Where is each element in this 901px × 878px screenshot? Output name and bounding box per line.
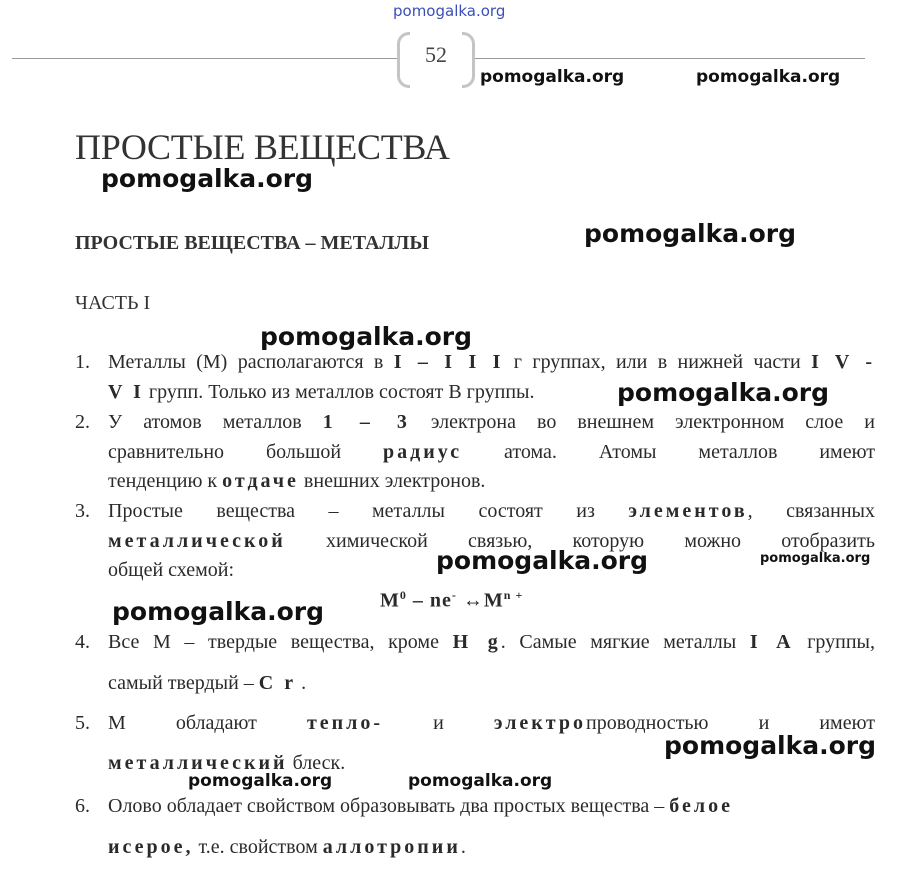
watermark: pomogalka.org [584,219,797,248]
watermark: pomogalka.org [101,164,314,193]
item-3-line-1: Простые вещества – металлы состоят из элементов, связанных [108,500,875,522]
watermark: pomogalka.org [260,322,473,351]
watermark: pomogalka.org [436,546,649,575]
ionization-formula: $M^0 - ne^-$ $\leftrightarrow M^{n +}$ [380,588,524,612]
watermark: pomogalka.org [617,378,830,407]
item-3-line-2: металлической химической связью, которую можно отобразить [108,530,875,552]
part-title: ЧАСТЬ I [75,292,151,314]
item-number: 3. [75,500,90,522]
header-rule-right [475,58,865,59]
page-number-box [397,32,475,84]
item-3-line-3: общей схемой: [108,559,235,581]
item-number: 2. [75,411,90,433]
watermark: pomogalka.org [664,731,877,760]
item-5-line-1: М обладают тепло- и электропроводностью и имеют [108,712,875,734]
page-title: ПРОСТЫЕ ВЕЩЕСТВА [75,127,450,167]
watermark: pomogalka.org [480,67,625,87]
item-5-line-2: металлический блеск. [108,752,346,774]
item-number: 6. [75,795,90,817]
item-4-line-2: самый твердый – C r . [108,672,307,694]
item-2-line-1: У атомов металлов 1 – 3 электрона во внешнем электронном слое и [108,411,875,433]
item-4-line-1: Все М – твердые вещества, кроме H g. Самые мягкие металлы I A группы, [108,631,875,653]
section-title: ПРОСТЫЕ ВЕЩЕСТВА – МЕТАЛЛЫ [75,232,429,254]
watermark: pomogalka.org [188,771,333,791]
item-number: 5. [75,712,90,734]
item-1-line-2: V I групп. Только из металлов состоят В группы. [108,381,535,403]
item-1-line-1: Металлы (М) располагаются в I – I I I г группах, или в нижней части I V - [108,351,875,373]
item-2-line-3: тенденцию к отдаче внешних электронов. [108,470,486,492]
watermark: pomogalka.org [760,551,871,566]
item-2-line-2: сравнительно большой радиус атома. Атомы металлов имеют [108,441,875,463]
item-6-line-1: Олово обладает свойством образовывать два простых вещества – белое [108,795,733,817]
item-number: 1. [75,351,90,373]
item-number: 4. [75,631,90,653]
header-rule-left [12,58,397,59]
watermark: pomogalka.org [112,597,325,626]
watermark-top: pomogalka.org [393,2,506,20]
watermark: pomogalka.org [408,771,553,791]
watermark: pomogalka.org [696,67,841,87]
page-number: 52 [425,42,447,67]
item-6-line-2: исерое, т.е. свойством аллотропии. [108,836,466,858]
